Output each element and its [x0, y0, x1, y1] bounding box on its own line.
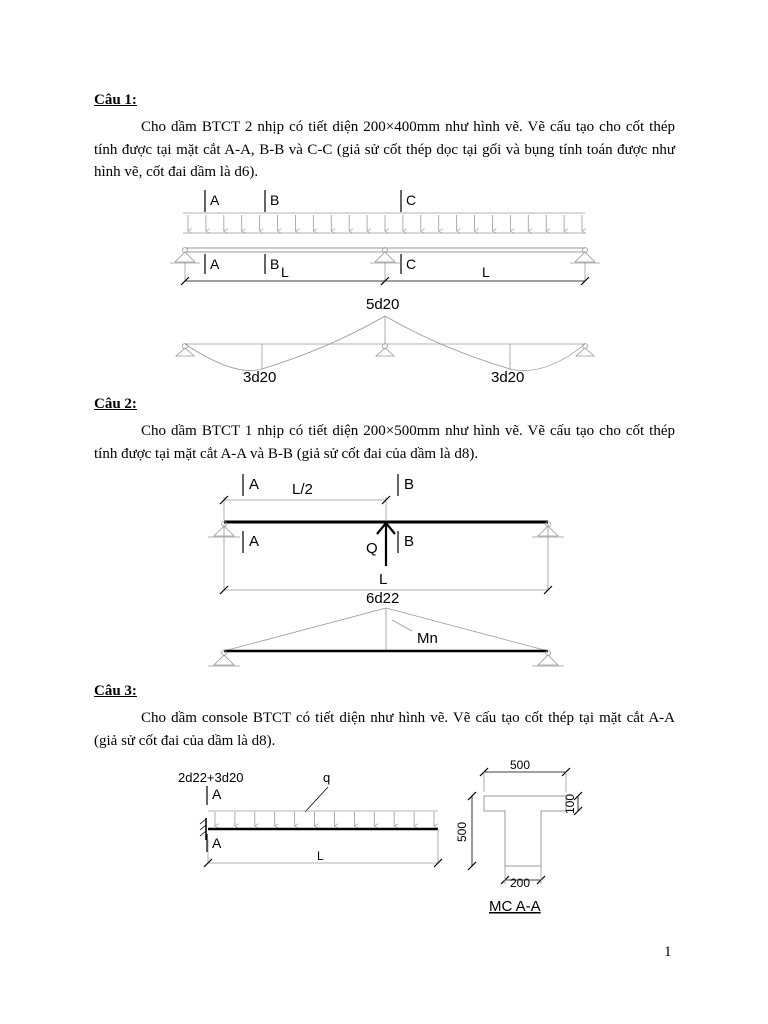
span-rebar-right: 3d20 — [491, 369, 525, 386]
moment-diagram — [176, 316, 594, 371]
span-label: L — [379, 571, 388, 588]
section-label-a: A — [210, 256, 220, 272]
section-label-a: A — [249, 476, 260, 493]
load-label: q — [323, 770, 331, 785]
span-rebar-left: 3d20 — [243, 369, 277, 386]
t-section — [484, 796, 566, 866]
supports — [170, 248, 600, 264]
web-width-label: 200 — [510, 876, 531, 890]
section-label-b: B — [404, 533, 415, 550]
section-label-a: A — [212, 835, 222, 851]
span-label-left: L — [281, 264, 289, 280]
distributed-load — [208, 811, 438, 826]
question-2-heading: Câu 2: — [94, 396, 137, 412]
question-2-text: Cho dầm BTCT 1 nhịp có tiết diện 200×500mm như hình vẽ. Vẽ cấu tạo cho cốt thép tính được tại mặt cắt A-A và B-B (giả sử cốt đai của dầm là d8). — [94, 423, 675, 462]
question-3-text: Cho dầm console BTCT có tiết diện như hình vẽ. Vẽ cấu tạo cốt thép tại mặt cắt A-A (giả sử cốt đai của dầm là d8). — [94, 710, 675, 749]
moment-label: Mn — [417, 630, 438, 647]
rebar-label: 2d22+3d20 — [178, 770, 244, 785]
figure-2 — [208, 474, 564, 666]
flange-width-label: 500 — [510, 758, 531, 772]
moment-diagram — [208, 608, 564, 666]
total-depth-label: 500 — [455, 821, 469, 842]
figure-1 — [170, 190, 600, 386]
load-label: Q — [366, 540, 378, 557]
question-1-heading: Câu 1: — [94, 92, 137, 108]
beam — [185, 248, 585, 252]
rebar-label: 6d22 — [366, 590, 400, 607]
section-dimensions — [468, 768, 582, 884]
section-marks-bottom — [205, 254, 401, 274]
question-1-text: Cho dầm BTCT 2 nhịp có tiết diện 200×400mm như hình vẽ. Vẽ cấu tạo cho cốt thép tính được tại mặt cắt A-A, B-B và C-C (giả sử cốt thép dọc tại gối và bụng tính toán được như hình vẽ, cốt đai dầm là d6). — [94, 119, 675, 180]
fixed-support — [200, 818, 206, 840]
section-label-a: A — [212, 786, 222, 802]
section-title: MC A-A — [489, 898, 541, 915]
section-label-a: A — [249, 533, 260, 550]
section-label-b: B — [270, 256, 280, 272]
section-label-b: B — [270, 192, 280, 208]
dimension-line — [181, 262, 589, 285]
support-rebar-label: 5d20 — [366, 296, 400, 313]
flange-depth-label: 100 — [563, 793, 577, 814]
span-label-right: L — [482, 264, 490, 280]
span-label: L — [317, 849, 324, 863]
section-label-a: A — [210, 192, 220, 208]
point-load-arrow — [377, 523, 395, 566]
figure-3 — [178, 758, 582, 915]
half-span-label: L/2 — [292, 481, 313, 498]
question-3-heading: Câu 3: — [94, 683, 137, 699]
section-label-c: C — [406, 192, 417, 208]
section-marks-top — [205, 190, 401, 212]
distributed-load — [183, 213, 585, 233]
section-label-c: C — [406, 256, 417, 272]
section-label-b: B — [404, 476, 415, 493]
page-number: 1 — [664, 944, 672, 960]
